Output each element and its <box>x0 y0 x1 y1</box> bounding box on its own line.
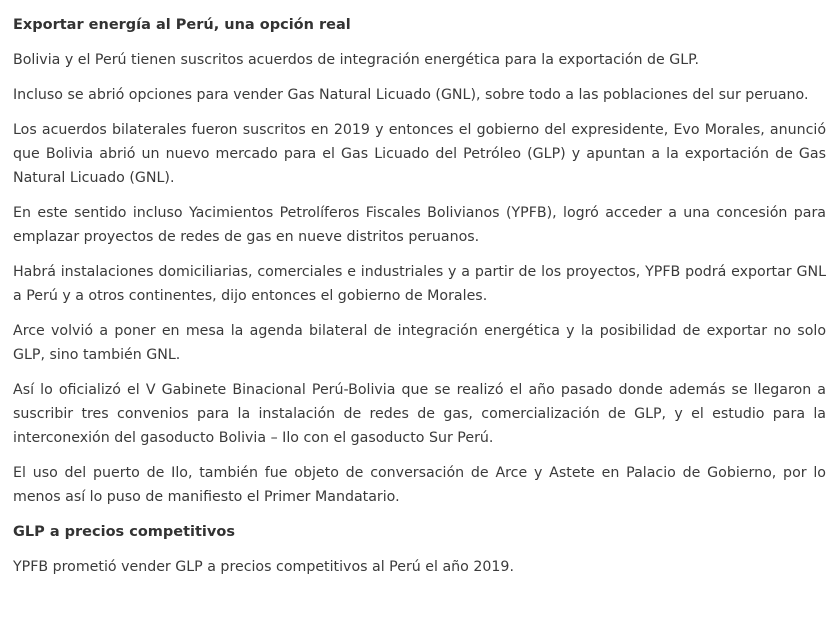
paragraph: Arce volvió a poner en mesa la agenda bilateral de integración energética y la posibilidad de exportar no solo GLP, sino también GNL. <box>13 323 826 363</box>
section-heading: GLP a precios competitivos <box>13 524 235 540</box>
paragraph: Incluso se abrió opciones para vender Gas Natural Licuado (GNL), sobre todo a las poblaciones del sur peruano. <box>13 87 809 103</box>
section-heading: Exportar energía al Perú, una opción real <box>13 17 351 33</box>
paragraph: YPFB prometió vender GLP a precios competitivos al Perú el año 2019. <box>13 559 514 575</box>
paragraph: El uso del puerto de Ilo, también fue objeto de conversación de Arce y Astete en Palacio de Gobierno, por lo menos así lo puso de manifiesto el Primer Mandatario. <box>13 465 826 505</box>
paragraph: Así lo oficializó el V Gabinete Binacional Perú-Bolivia que se realizó el año pasado donde además se llegaron a suscribir tres convenios para la instalación de redes de gas, comercialización de GLP, y el estudio para la interconexión del gasoducto Bolivia – Ilo con el gasoducto Sur Perú. <box>13 382 826 446</box>
paragraph: Bolivia y el Perú tienen suscritos acuerdos de integración energética para la exportación de GLP. <box>13 52 700 68</box>
paragraph: En este sentido incluso Yacimientos Petrolíferos Fiscales Bolivianos (YPFB), logró acceder a una concesión para emplazar proyectos de redes de gas en nueve distritos peruanos. <box>13 205 826 245</box>
paragraph: Habrá instalaciones domiciliarias, comerciales e industriales y a partir de los proyectos, YPFB podrá exportar GNL a Perú y a otros continentes, dijo entonces el gobierno de Morales. <box>13 264 826 304</box>
paragraph: Los acuerdos bilaterales fueron suscritos en 2019 y entonces el gobierno del expresidente, Evo Morales, anunció que Bolivia abrió un nuevo mercado para el Gas Licuado del Petróleo (GLP) y apuntan a la exportación de Gas Natural Licuado (GNL). <box>13 122 826 186</box>
